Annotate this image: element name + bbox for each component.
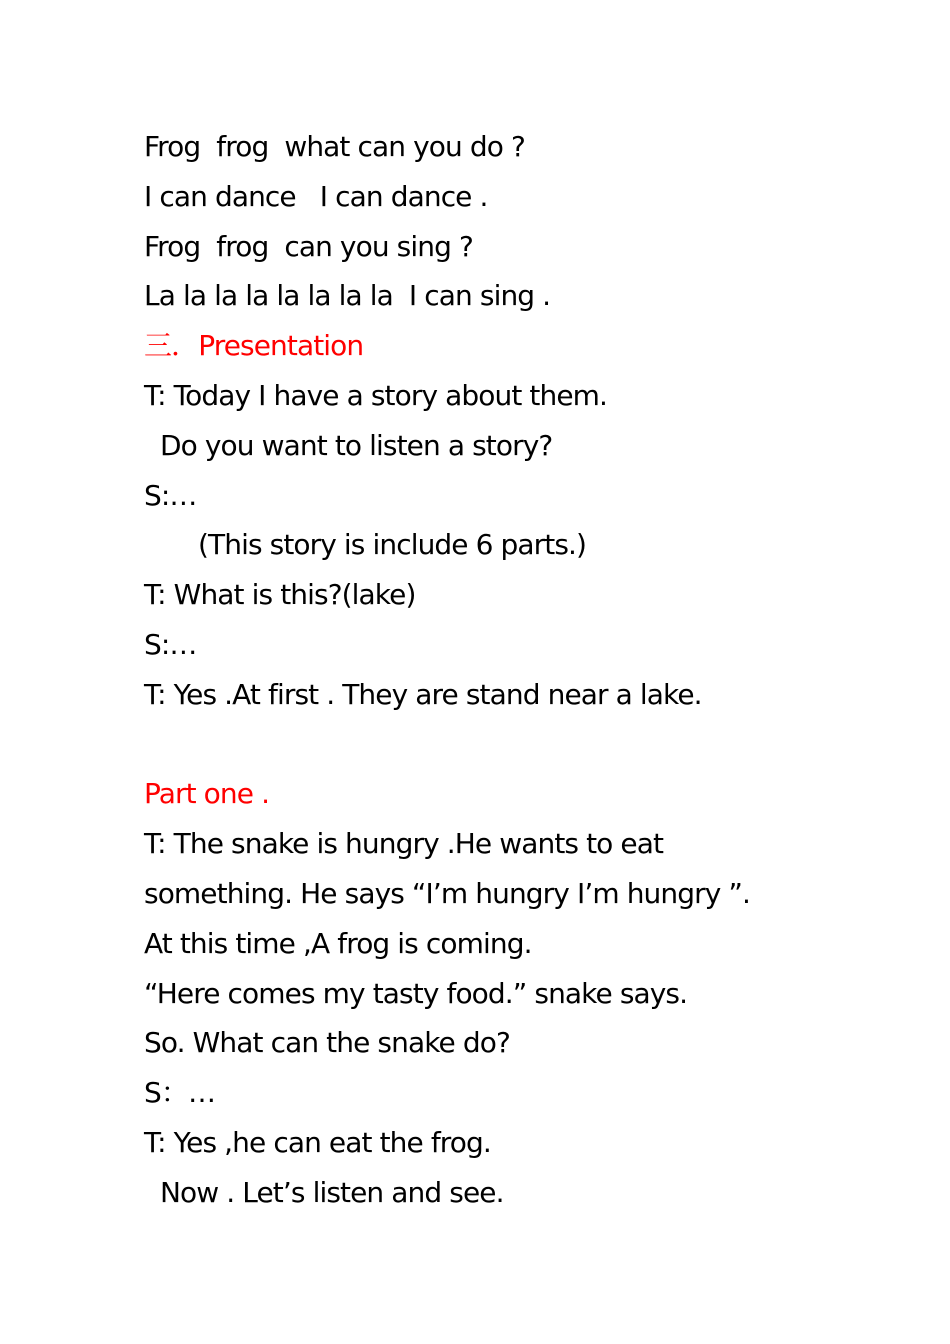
song-line-1: Frog frog what can you do ? [144, 130, 525, 163]
part-one-line-8: Now . Let’s listen and see. [160, 1175, 504, 1209]
presentation-line-4: (This story is include 6 parts.) [198, 528, 587, 562]
part-one-line-4: “Here comes my tasty food.” snake says. [144, 976, 688, 1010]
song-line-2: I can dance I can dance . [144, 179, 488, 213]
part-one-line-6: S：… [144, 1076, 216, 1110]
song-line-3: Frog frog can you sing ? [144, 229, 473, 263]
part-one-line-7: T: Yes ,he can eat the frog. [144, 1125, 491, 1159]
presentation-line-2: Do you want to listen a story? [160, 428, 553, 462]
presentation-heading: 三．Presentation [144, 329, 364, 363]
part-one-line-1: T: The snake is hungry .He wants to eat [144, 827, 664, 861]
document-page [144, 122, 904, 1218]
part-one-line-2: something. He says “I’m hungry I’m hungry ”. [144, 876, 750, 910]
presentation-line-6: S:… [144, 627, 197, 661]
part-one-line-3: At this time ,A frog is coming. [144, 926, 532, 960]
blank-line [144, 720, 904, 770]
part-one-line-5: So. What can the snake do? [144, 1026, 510, 1060]
presentation-line-7: T: Yes .At first . They are stand near a lake. [144, 677, 702, 711]
presentation-line-5: T: What is this?(lake) [144, 578, 416, 612]
song-line-4: La la la la la la la la I can sing . [144, 279, 551, 313]
part-one-heading: Part one . [144, 777, 270, 811]
presentation-line-3: S:… [144, 478, 197, 512]
presentation-line-1: T: Today I have a story about them. [144, 378, 608, 412]
